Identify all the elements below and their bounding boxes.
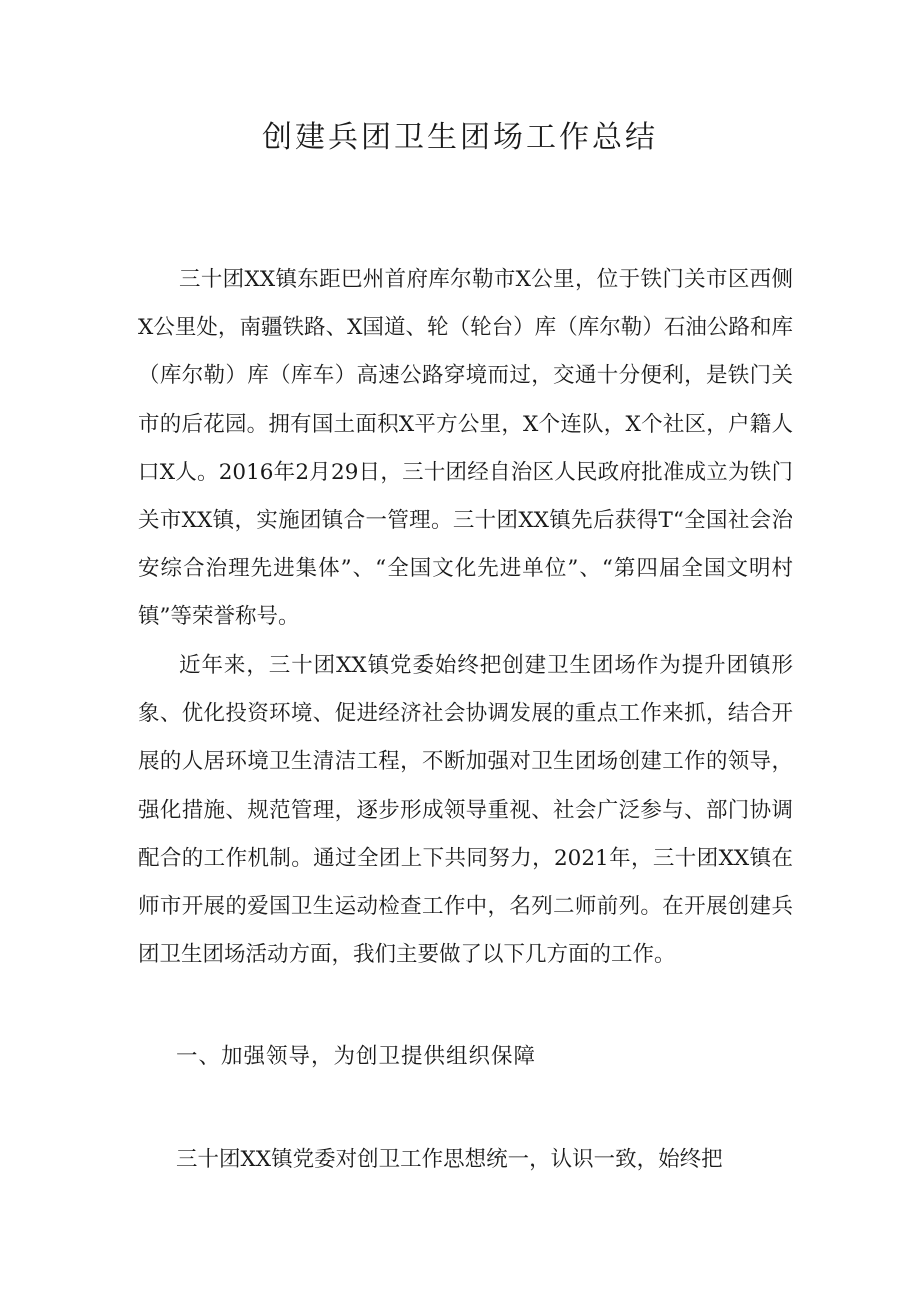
document-title: 创建兵团卫生团场工作总结 (262, 120, 658, 155)
paragraph-intro: 三十团XX镇东距巴州首府库尔勒市X公里，位于铁门关市区西侧X公里处，南疆铁路、X国道、轮（轮台）库（库尔勒）石油公路和库（库尔勒）库（库车）高速公路穿境而过，交通十分便利，是铁门关市的后花园。拥有国土面积X平方公里，X个连队，X个社区，户籍人口X人。2016年2月29日，三十团经自治区人民政府批准成立为铁门关市XX镇，实施团镇合一管理。三十团XX镇先后获得T“全国社会治安综合治理先进集体”、“全国文化先进单位”、“第四届全国文明村镇”等荣誉称号。 (138, 267, 793, 630)
paragraph-recent-years: 近年来，三十团XX镇党委始终把创建卫生团场作为提升团镇形象、优化投资环境、促进经济社会协调发展的重点工作来抓，结合开展的人居环境卫生清洁工程，不断加强对卫生团场创建工作的领导，强化措施、规范管理，逐步形成领导重视、社会广泛参与、部门协调配合的工作机制。通过全团上下共同努力，2021年，三十团XX镇在师市开展的爱国卫生运动检查工作中，名列二师前列。在开展创建兵团卫生团场活动方面，我们主要做了以下几方面的工作。 (138, 653, 793, 968)
section-1-paragraph: 三十团XX镇党委对创卫工作思想统一，认识一致，始终把 (176, 1147, 723, 1172)
section-heading-1: 一、加强领导，为创卫提供组织保障 (176, 1044, 537, 1069)
